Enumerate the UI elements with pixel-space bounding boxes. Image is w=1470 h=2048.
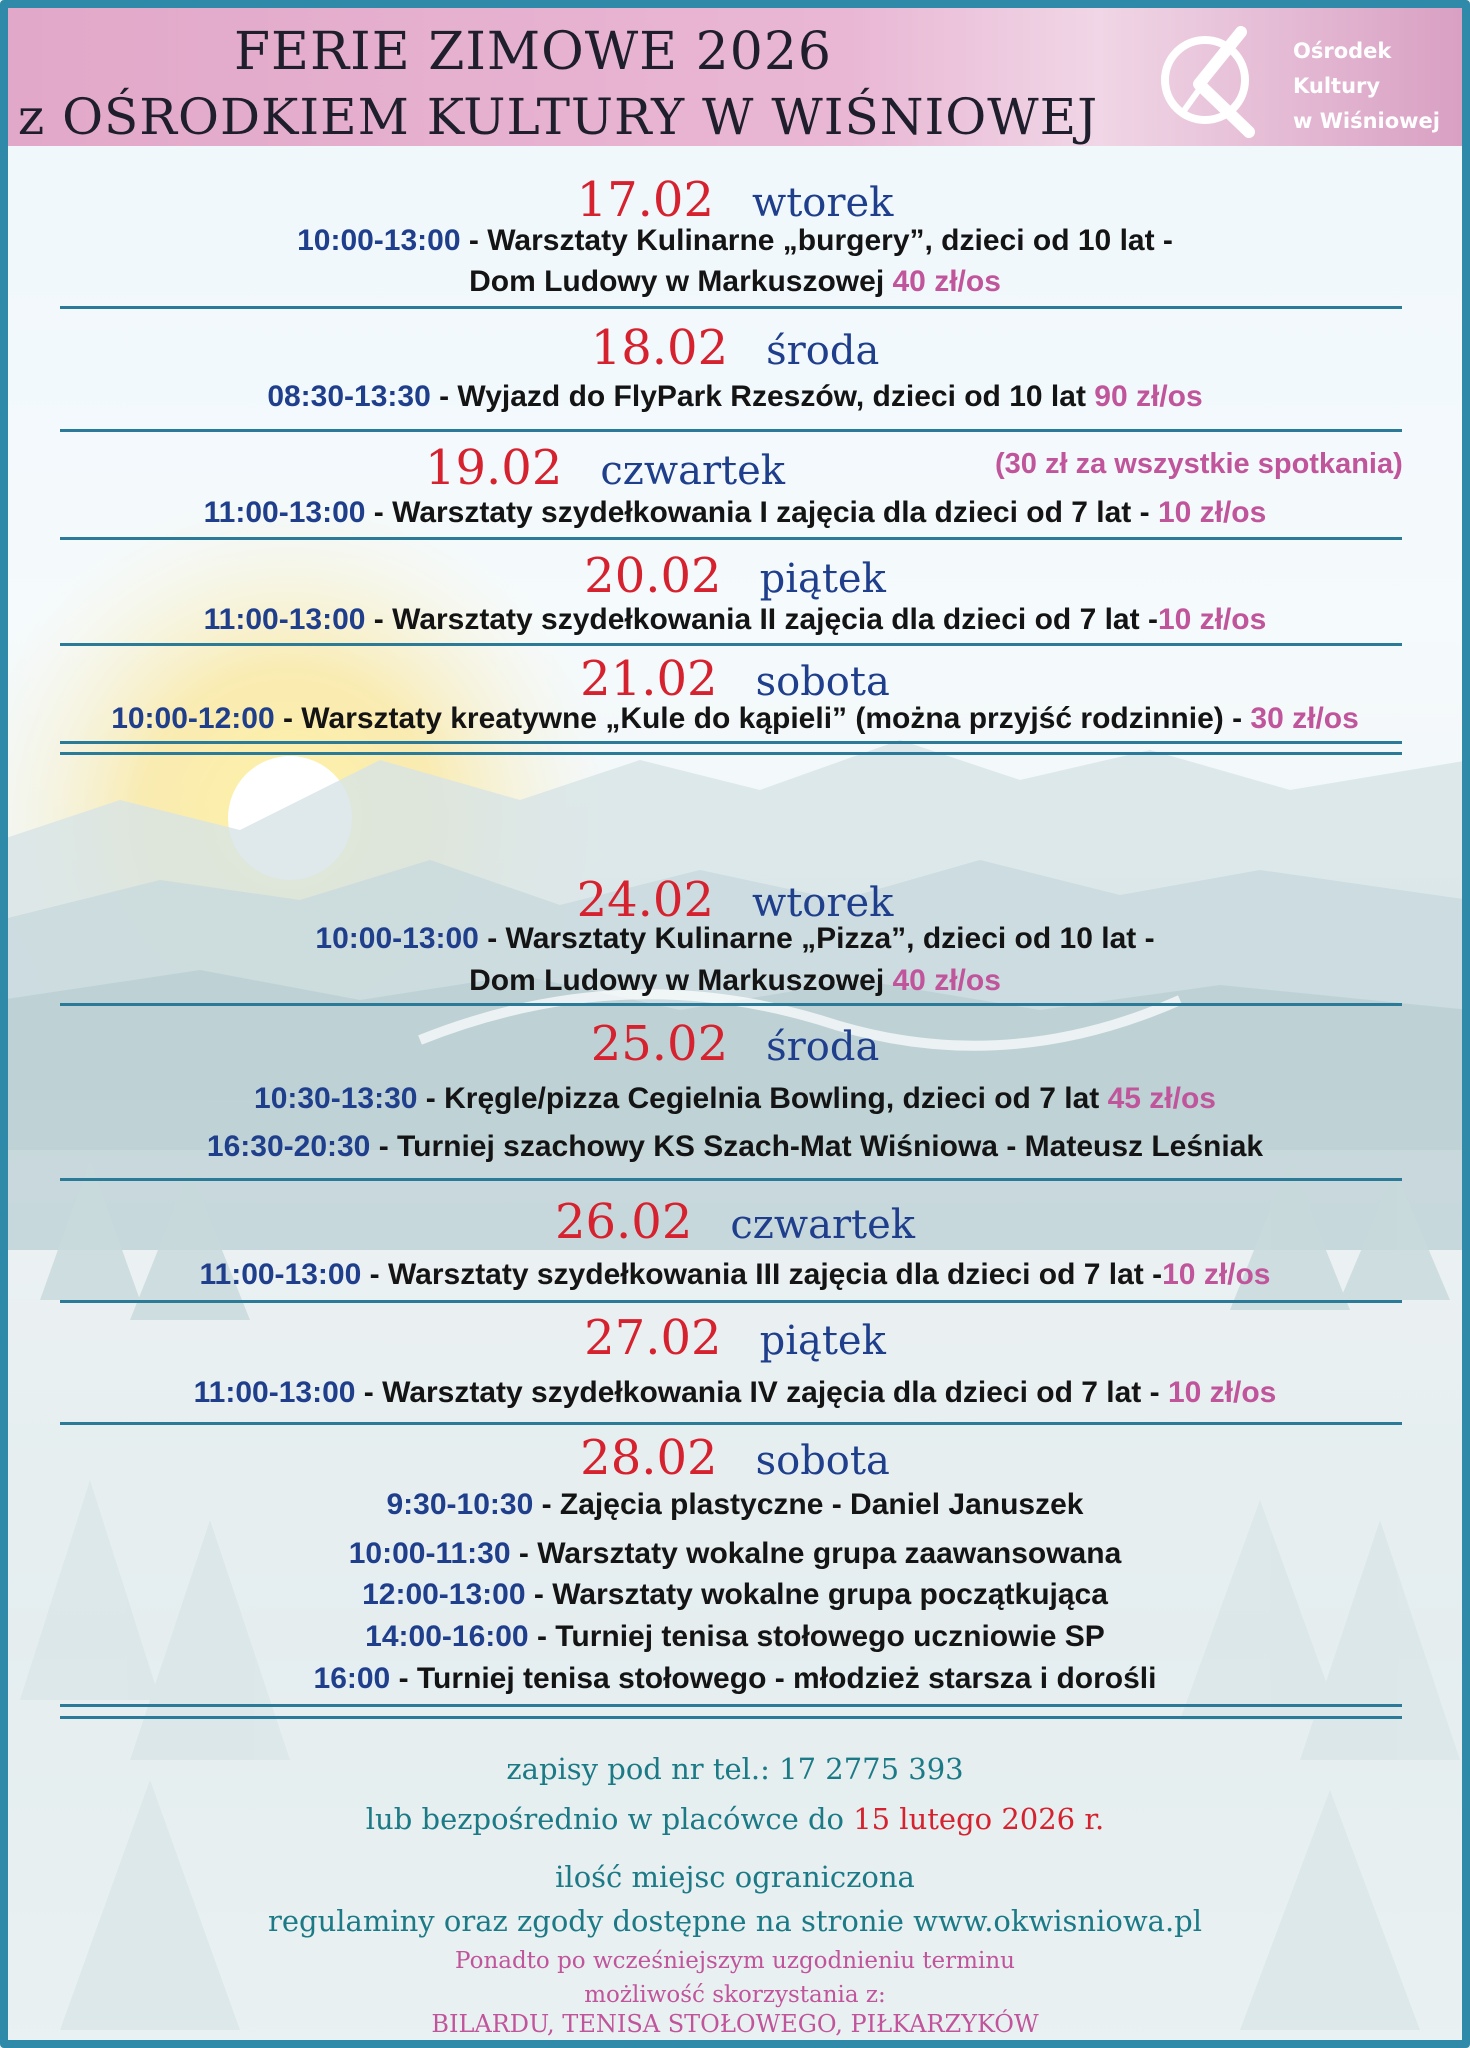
registration-phone: zapisy pod nr tel.: 17 2775 393 bbox=[506, 1752, 964, 1786]
day-name: środa bbox=[766, 1024, 880, 1070]
divider bbox=[60, 1704, 1402, 1707]
divider bbox=[60, 306, 1402, 309]
series-price-note: (30 zł za wszystkie spotkania) bbox=[995, 448, 1403, 480]
day-heading bbox=[0, 1194, 1470, 1250]
day-date: 25.02 bbox=[590, 1016, 729, 1072]
day-name: piątek bbox=[759, 1318, 886, 1364]
schedule-entry: 11:00-13:00 - Warsztaty szydełkowania I zajęcia dla dzieci od 7 lat - 10 zł/os bbox=[203, 496, 1267, 529]
day-heading bbox=[0, 548, 1470, 604]
day-name: wtorek bbox=[751, 180, 894, 226]
day-heading bbox=[0, 320, 1470, 376]
day-date: 19.02 bbox=[424, 440, 563, 496]
day-name: wtorek bbox=[751, 880, 894, 926]
divider bbox=[60, 643, 1402, 646]
schedule-entry: 11:00-13:00 - Warsztaty szydełkowania II zajęcia dla dzieci od 7 lat -10 zł/os bbox=[203, 603, 1267, 636]
day-name: czwartek bbox=[600, 448, 786, 494]
day-date: 20.02 bbox=[584, 548, 722, 604]
divider bbox=[60, 1003, 1402, 1006]
poster-subtitle: z OŚRODKIEM KULTURY W WIŚNIOWEJ bbox=[17, 88, 1099, 146]
day-date: 21.02 bbox=[580, 651, 718, 707]
divider bbox=[60, 1422, 1402, 1425]
schedule-entry: 14:00-16:00 - Turniej tenisa stołowego uczniowie SP bbox=[365, 1620, 1105, 1653]
divider bbox=[60, 429, 1402, 432]
schedule-entry: 11:00-13:00 - Warsztaty szydełkowania IV zajęcia dla dzieci od 7 lat - 10 zł/os bbox=[193, 1376, 1277, 1409]
day-date: 28.02 bbox=[580, 1430, 718, 1486]
day-date: 26.02 bbox=[554, 1194, 693, 1250]
divider bbox=[60, 741, 1402, 744]
schedule-entry: 10:00-12:00 - Warsztaty kreatywne „Kule do kąpieli” (można przyjść rodzinnie) - 30 zł/os bbox=[111, 702, 1359, 735]
day-heading bbox=[0, 1430, 1470, 1486]
extra-info-line: możliwość skorzystania z: bbox=[584, 1982, 886, 2008]
day-heading bbox=[0, 651, 1470, 707]
divider bbox=[60, 537, 1402, 540]
schedule-entry: 08:30-13:30 - Wyjazd do FlyPark Rzeszów, dzieci od 10 lat 90 zł/os bbox=[267, 380, 1203, 413]
divider bbox=[60, 1300, 1402, 1303]
day-name: sobota bbox=[755, 659, 890, 705]
schedule-entry: Dom Ludowy w Markuszowej 40 zł/os bbox=[469, 964, 1001, 997]
day-name: środa bbox=[766, 328, 880, 374]
schedule-entry: 9:30-10:30 - Zajęcia plastyczne - Daniel Januszek bbox=[386, 1488, 1084, 1521]
day-heading bbox=[0, 1310, 1470, 1366]
divider bbox=[60, 752, 1402, 755]
registration-deadline: lub bezpośrednio w placówce do 15 lutego 2026 r. bbox=[365, 1802, 1105, 1836]
schedule-entry: 16:30-20:30 - Turniej szachowy KS Szach-Mat Wiśniowa - Mateusz Leśniak bbox=[206, 1130, 1264, 1163]
day-date: 24.02 bbox=[576, 872, 714, 928]
day-date: 18.02 bbox=[590, 320, 729, 376]
day-date: 17.02 bbox=[576, 172, 714, 228]
extra-info-line: Ponadto po wcześniejszym uzgodnieniu terminu bbox=[455, 1948, 1015, 1974]
divider bbox=[60, 1716, 1402, 1719]
schedule-entry: 10:30-13:30 - Kręgle/pizza Cegielnia Bowling, dzieci od 7 lat 45 zł/os bbox=[254, 1082, 1216, 1115]
day-name: piątek bbox=[759, 556, 886, 602]
day-date: 27.02 bbox=[584, 1310, 722, 1366]
day-heading bbox=[0, 1016, 1470, 1072]
schedule-entry: 16:00 - Turniej tenisa stołowego - młodzież starsza i dorośli bbox=[313, 1662, 1157, 1695]
schedule-entry: 11:00-13:00 - Warsztaty szydełkowania III zajęcia dla dzieci od 7 lat -10 zł/os bbox=[199, 1258, 1271, 1291]
schedule-entry: 12:00-13:00 - Warsztaty wokalne grupa początkująca bbox=[362, 1578, 1108, 1611]
day-name: sobota bbox=[755, 1438, 890, 1484]
schedule-entry: 10:00-13:00 - Warsztaty Kulinarne „Pizza”, dzieci od 10 lat - bbox=[315, 922, 1155, 955]
schedule-entry: Dom Ludowy w Markuszowej 40 zł/os bbox=[469, 265, 1001, 298]
schedule-entry: 10:00-13:00 - Warsztaty Kulinarne „burgery”, dzieci od 10 lat - bbox=[297, 224, 1173, 257]
day-heading bbox=[0, 172, 1470, 228]
rules-website-note: regulaminy oraz zgody dostępne na stronie www.okwisniowa.pl bbox=[267, 1904, 1203, 1938]
poster-title: FERIE ZIMOWE 2026 bbox=[233, 22, 833, 82]
divider bbox=[60, 1178, 1402, 1181]
logo-text: Ośrodek Kultury w Wiśniowej bbox=[1293, 39, 1440, 133]
schedule-entry: 10:00-11:30 - Warsztaty wokalne grupa zaawansowana bbox=[348, 1537, 1122, 1570]
day-name: czwartek bbox=[730, 1202, 916, 1248]
day-heading bbox=[0, 872, 1470, 928]
extra-facilities: BILARDU, TENISA STOŁOWEGO, PIŁKARZYKÓW bbox=[431, 2010, 1039, 2038]
limited-places-note: ilość miejsc ograniczona bbox=[555, 1860, 915, 1894]
